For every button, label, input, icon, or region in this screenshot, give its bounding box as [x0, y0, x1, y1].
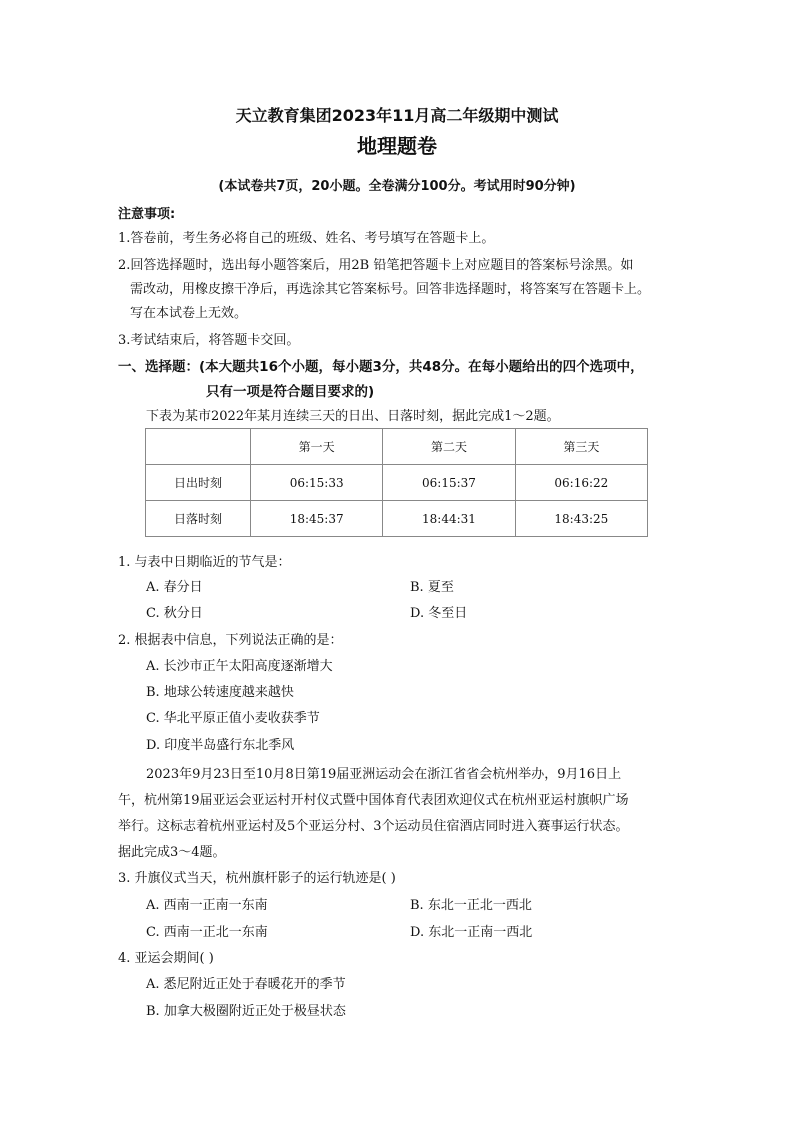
- question-1-option-a: A. 春分日: [146, 580, 203, 595]
- table-header-row: [146, 429, 648, 465]
- table-row: [146, 501, 648, 537]
- question-3-stem: 3. 升旗仪式当天，杭州旗杆影子的运行轨迹是( ): [118, 871, 396, 886]
- question-1-option-d: D. 冬至日: [410, 606, 468, 621]
- table-cell: 18:45:37: [251, 501, 383, 537]
- exam-info: (本试卷共7页，20小题。全卷满分100分。考试用时90分钟): [218, 179, 576, 194]
- note-2-line-1: 2.回答选择题时，选出每小题答案后，用2B 铅笔把答题卡上对应题目的答案标号涂黑。如: [118, 258, 634, 273]
- table-header-cell: 第二天: [383, 429, 515, 465]
- table-header-cell: 第三天: [515, 429, 647, 465]
- question-3-option-c: C. 西南一正北一东南: [146, 925, 268, 940]
- passage-line-3: 举行。这标志着杭州亚运村及5个亚运分村、3个运动员住宿酒店同时进入赛事运行状态。: [118, 819, 629, 834]
- passage-line-4: 据此完成3～4题。: [118, 845, 226, 860]
- section-heading-line-2: 只有一项是符合题目要求的): [206, 384, 375, 400]
- table-header-cell: [146, 429, 251, 465]
- question-1-option-c: C. 秋分日: [146, 606, 203, 621]
- note-1: 1.答卷前，考生务必将自己的班级、姓名、考号填写在答题卡上。: [118, 231, 495, 246]
- question-4-option-a: A. 悉尼附近正处于春暖花开的季节: [146, 977, 346, 992]
- question-3-option-d: D. 东北一正南一西北: [410, 925, 533, 940]
- table-cell: 06:15:37: [383, 465, 515, 501]
- passage-line-2: 午，杭州第19届亚运会亚运村开村仪式暨中国体育代表团欢迎仪式在杭州亚运村旗帜广场: [118, 793, 629, 808]
- question-3-option-a: A. 西南一正南一东南: [146, 898, 268, 913]
- question-2-option-c: C. 华北平原正值小麦收获季节: [146, 711, 320, 726]
- section-heading-line-1: 一、选择题：(本大题共16个小题，每小题3分，共48分。在每小题给出的四个选项中，: [118, 359, 644, 375]
- question-3-option-b: B. 东北一正北一西北: [410, 898, 532, 913]
- table-header-cell: 第一天: [251, 429, 383, 465]
- question-1-option-b: B. 夏至: [410, 580, 454, 595]
- exam-subject: 地理题卷: [357, 134, 437, 158]
- note-3: 3.考试结束后，将答题卡交回。: [118, 333, 300, 348]
- question-2-option-d: D. 印度半岛盛行东北季风: [146, 738, 295, 753]
- passage-line-1: 2023年9月23日至10月8日第19届亚洲运动会在浙江省省会杭州举办，9月16日上: [146, 767, 622, 782]
- table-cell: 日落时刻: [146, 501, 251, 537]
- note-2-line-3: 写在本试卷上无效。: [130, 306, 248, 321]
- question-2-option-a: A. 长沙市正午太阳高度逐渐增大: [146, 659, 333, 674]
- question-4-option-b: B. 加拿大极圈附近正处于极昼状态: [146, 1004, 346, 1019]
- table-cell: 日出时刻: [146, 465, 251, 501]
- note-2-line-2: 需改动，用橡皮擦干净后，再选涂其它答案标号。回答非选择题时，将答案写在答题卡上。: [130, 282, 651, 297]
- table-intro: 下表为某市2022年某月连续三天的日出、日落时刻，据此完成1～2题。: [146, 409, 560, 424]
- question-4-stem: 4. 亚运会期间( ): [118, 951, 214, 966]
- table-row: [146, 465, 648, 501]
- table-cell: 18:43:25: [515, 501, 647, 537]
- question-1-stem: 1. 与表中日期临近的节气是：: [118, 555, 291, 570]
- table-cell: 06:15:33: [251, 465, 383, 501]
- table-cell: 06:16:22: [515, 465, 647, 501]
- sunrise-sunset-table: [145, 428, 648, 537]
- table-cell: 18:44:31: [383, 501, 515, 537]
- notes-heading: 注意事项:: [118, 207, 176, 222]
- question-2-stem: 2. 根据表中信息，下列说法正确的是：: [118, 633, 343, 648]
- exam-title: 天立教育集团2023年11月高二年级期中测试: [235, 106, 559, 125]
- question-2-option-b: B. 地球公转速度越来越快: [146, 685, 294, 700]
